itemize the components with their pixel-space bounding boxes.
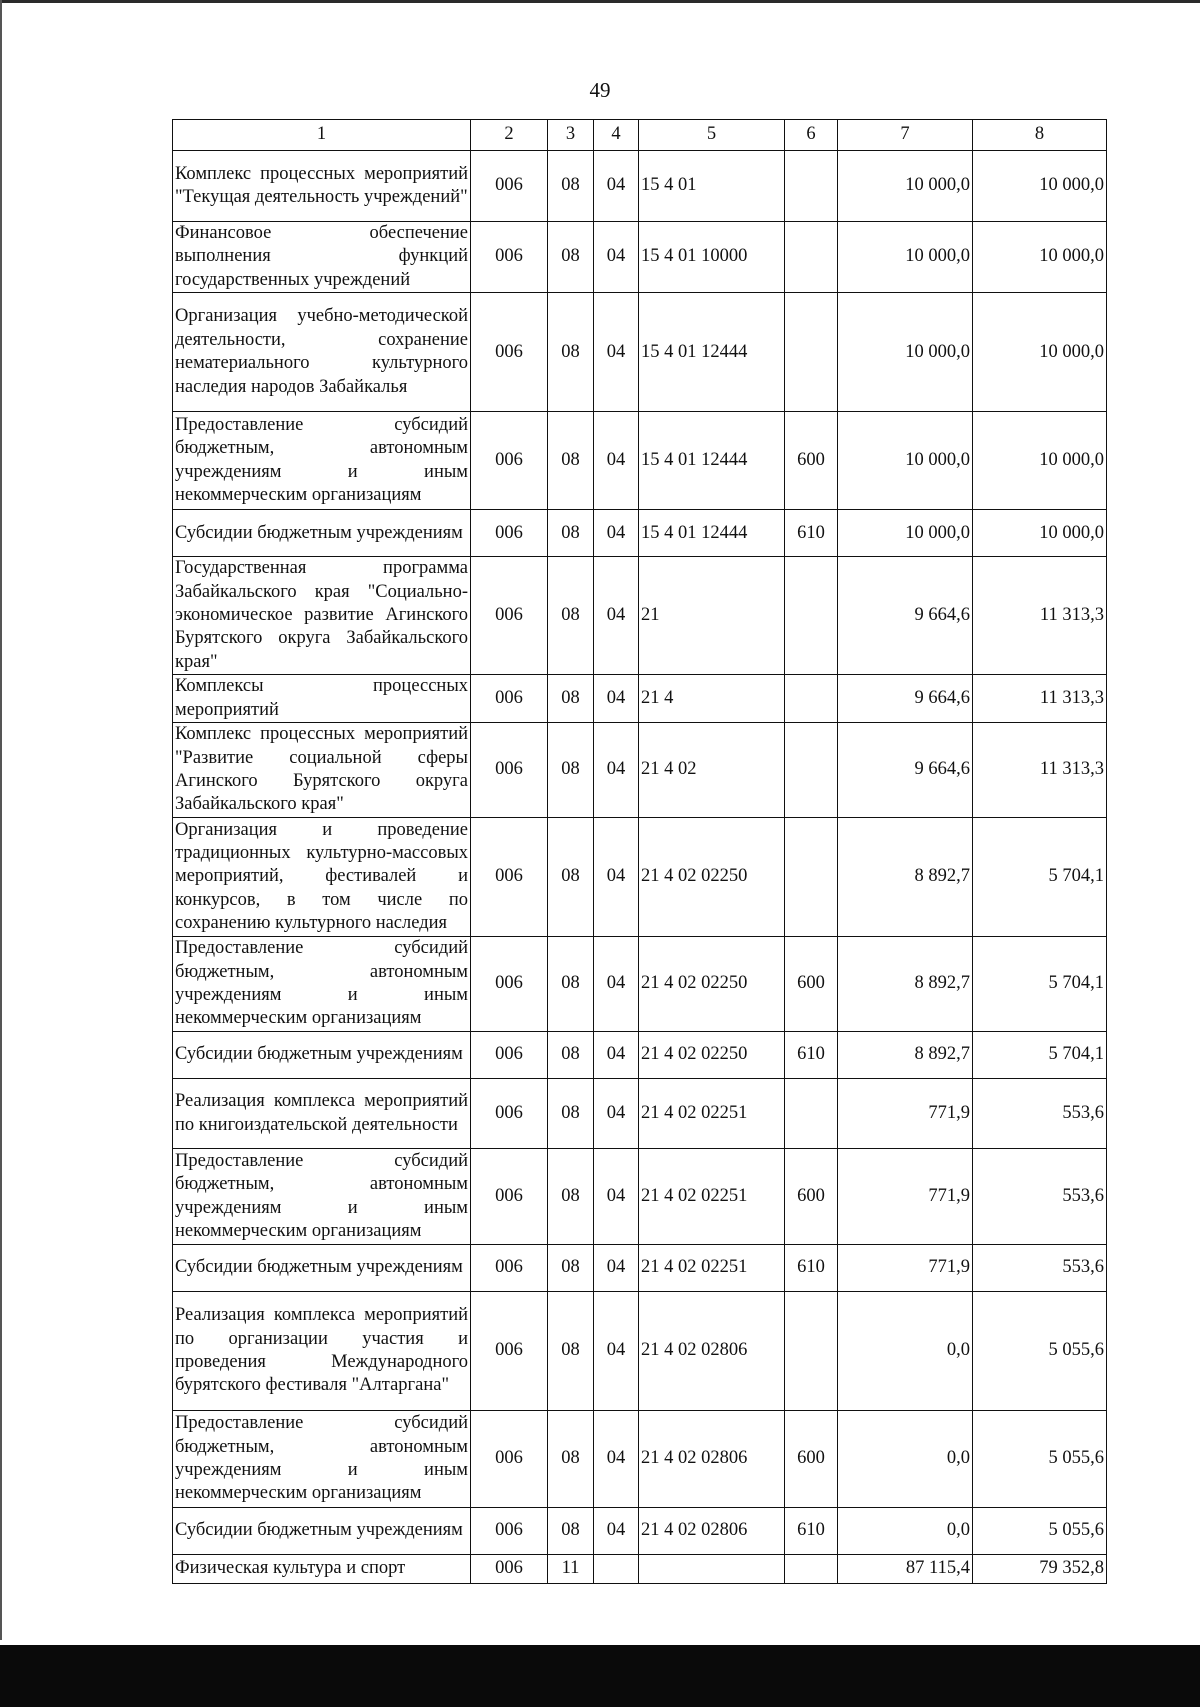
row-name: Государственная программа Забайкальского края "Социально-экономическое развитие Агинского Бурятского округа Забайкальского края" [173, 557, 471, 675]
target-code: 21 4 02 02806 [639, 1411, 785, 1508]
section-code: 08 [548, 675, 594, 723]
expense-type-code [785, 1555, 838, 1584]
expense-type-code [785, 675, 838, 723]
row-name: Комплексы процессных мероприятий [173, 675, 471, 723]
row-name: Реализация комплекса мероприятий по книгоиздательской деятельности [173, 1079, 471, 1149]
section-code: 08 [548, 1149, 594, 1245]
column-header: 1 [173, 120, 471, 151]
scan-edge-left [0, 0, 2, 1640]
target-code: 21 4 02 02250 [639, 1032, 785, 1079]
section-code: 08 [548, 818, 594, 937]
subsection-code: 04 [594, 510, 639, 557]
amount-col8: 553,6 [973, 1149, 1107, 1245]
ministry-code: 006 [471, 1292, 548, 1411]
section-code: 08 [548, 723, 594, 818]
amount-col7: 9 664,6 [838, 675, 973, 723]
target-code: 15 4 01 12444 [639, 412, 785, 510]
target-code [639, 1555, 785, 1584]
amount-col7: 771,9 [838, 1149, 973, 1245]
row-name: Финансовое обеспечение выполнения функций государственных учреждений [173, 222, 471, 293]
subsection-code: 04 [594, 1292, 639, 1411]
row-name: Субсидии бюджетным учреждениям [173, 1508, 471, 1555]
table-row [173, 723, 1107, 818]
expense-type-code [785, 723, 838, 818]
table-row [173, 1245, 1107, 1292]
section-code: 08 [548, 151, 594, 222]
column-header: 2 [471, 120, 548, 151]
target-code: 15 4 01 12444 [639, 293, 785, 412]
amount-col8: 11 313,3 [973, 557, 1107, 675]
target-code: 15 4 01 [639, 151, 785, 222]
column-header: 5 [639, 120, 785, 151]
ministry-code: 006 [471, 510, 548, 557]
expense-type-code [785, 818, 838, 937]
ministry-code: 006 [471, 675, 548, 723]
column-header: 7 [838, 120, 973, 151]
amount-col7: 0,0 [838, 1411, 973, 1508]
ministry-code: 006 [471, 1555, 548, 1584]
column-header: 4 [594, 120, 639, 151]
expense-type-code: 600 [785, 1149, 838, 1245]
column-header: 3 [548, 120, 594, 151]
subsection-code: 04 [594, 1508, 639, 1555]
ministry-code: 006 [471, 222, 548, 293]
scan-bottom-bar [0, 1645, 1200, 1707]
subsection-code: 04 [594, 1245, 639, 1292]
amount-col8: 5 704,1 [973, 1032, 1107, 1079]
column-header: 6 [785, 120, 838, 151]
amount-col8: 79 352,8 [973, 1555, 1107, 1584]
ministry-code: 006 [471, 723, 548, 818]
target-code: 21 4 02 02250 [639, 937, 785, 1032]
amount-col8: 10 000,0 [973, 293, 1107, 412]
ministry-code: 006 [471, 818, 548, 937]
expense-type-code: 600 [785, 1411, 838, 1508]
target-code: 21 4 02 [639, 723, 785, 818]
subsection-code: 04 [594, 937, 639, 1032]
section-code: 08 [548, 1032, 594, 1079]
section-code: 08 [548, 293, 594, 412]
section-code: 08 [548, 1292, 594, 1411]
subsection-code: 04 [594, 412, 639, 510]
row-name: Предоставление субсидий бюджетным, автономным учреждениям и иным некоммерческим организациям [173, 1149, 471, 1245]
row-name: Реализация комплекса мероприятий по организации участия и проведения Международного бурятского фестиваля "Алтаргана" [173, 1292, 471, 1411]
amount-col8: 5 055,6 [973, 1292, 1107, 1411]
column-header: 8 [973, 120, 1107, 151]
row-name: Комплекс процессных мероприятий "Развитие социальной сферы Агинского Бурятского округа Забайкальского края" [173, 723, 471, 818]
row-name: Физическая культура и спорт [173, 1555, 471, 1584]
table-row [173, 151, 1107, 222]
amount-col8: 5 055,6 [973, 1411, 1107, 1508]
amount-col7: 10 000,0 [838, 151, 973, 222]
target-code: 21 [639, 557, 785, 675]
page-number: 49 [589, 78, 611, 102]
subsection-code: 04 [594, 151, 639, 222]
table-row [173, 1292, 1107, 1411]
amount-col8: 5 704,1 [973, 818, 1107, 937]
subsection-code: 04 [594, 675, 639, 723]
ministry-code: 006 [471, 1079, 548, 1149]
target-code: 21 4 02 02806 [639, 1508, 785, 1555]
expense-type-code [785, 1292, 838, 1411]
section-code: 08 [548, 510, 594, 557]
table-row [173, 557, 1107, 675]
row-name: Субсидии бюджетным учреждениям [173, 1245, 471, 1292]
target-code: 21 4 02 02251 [639, 1149, 785, 1245]
expense-type-code [785, 222, 838, 293]
target-code: 15 4 01 12444 [639, 510, 785, 557]
amount-col7: 10 000,0 [838, 222, 973, 293]
target-code: 21 4 02 02250 [639, 818, 785, 937]
amount-col8: 10 000,0 [973, 510, 1107, 557]
subsection-code [594, 1555, 639, 1584]
ministry-code: 006 [471, 557, 548, 675]
table-row [173, 510, 1107, 557]
subsection-code: 04 [594, 1032, 639, 1079]
row-name: Комплекс процессных мероприятий "Текущая деятельность учреждений" [173, 151, 471, 222]
row-name: Субсидии бюджетным учреждениям [173, 1032, 471, 1079]
subsection-code: 04 [594, 723, 639, 818]
ministry-code: 006 [471, 151, 548, 222]
column-number-row [173, 120, 1107, 151]
ministry-code: 006 [471, 412, 548, 510]
row-name: Организация учебно-методической деятельности, сохранение нематериального культурного наследия народов Забайкалья [173, 293, 471, 412]
section-code: 08 [548, 412, 594, 510]
section-code: 08 [548, 222, 594, 293]
table-row [173, 675, 1107, 723]
subsection-code: 04 [594, 1079, 639, 1149]
target-code: 21 4 [639, 675, 785, 723]
table-row [173, 222, 1107, 293]
amount-col8: 553,6 [973, 1079, 1107, 1149]
subsection-code: 04 [594, 1411, 639, 1508]
amount-col8: 553,6 [973, 1245, 1107, 1292]
row-name: Предоставление субсидий бюджетным, автономным учреждениям и иным некоммерческим организациям [173, 937, 471, 1032]
table-row [173, 1149, 1107, 1245]
amount-col7: 0,0 [838, 1292, 973, 1411]
row-name: Субсидии бюджетным учреждениям [173, 510, 471, 557]
amount-col8: 10 000,0 [973, 222, 1107, 293]
ministry-code: 006 [471, 1245, 548, 1292]
table-row [173, 293, 1107, 412]
target-code: 15 4 01 10000 [639, 222, 785, 293]
amount-col7: 771,9 [838, 1245, 973, 1292]
table-row [173, 1079, 1107, 1149]
target-code: 21 4 02 02806 [639, 1292, 785, 1411]
subsection-code: 04 [594, 557, 639, 675]
amount-col7: 0,0 [838, 1508, 973, 1555]
amount-col8: 5 704,1 [973, 937, 1107, 1032]
table-body [173, 151, 1107, 1584]
row-name: Организация и проведение традиционных культурно-массовых мероприятий, фестивалей и конкурсов, в том числе по сохранению культурного наследия [173, 818, 471, 937]
amount-col8: 10 000,0 [973, 412, 1107, 510]
amount-col8: 11 313,3 [973, 675, 1107, 723]
target-code: 21 4 02 02251 [639, 1079, 785, 1149]
amount-col7: 771,9 [838, 1079, 973, 1149]
amount-col7: 8 892,7 [838, 937, 973, 1032]
amount-col7: 8 892,7 [838, 818, 973, 937]
budget-table [172, 119, 1107, 1584]
section-code: 08 [548, 1411, 594, 1508]
table-row [173, 412, 1107, 510]
expense-type-code: 610 [785, 1032, 838, 1079]
expense-type-code [785, 557, 838, 675]
table-row [173, 1508, 1107, 1555]
expense-type-code [785, 151, 838, 222]
expense-type-code [785, 1079, 838, 1149]
expense-type-code [785, 293, 838, 412]
expense-type-code: 610 [785, 510, 838, 557]
section-code: 08 [548, 557, 594, 675]
amount-col7: 87 115,4 [838, 1555, 973, 1584]
section-code: 08 [548, 1508, 594, 1555]
amount-col7: 8 892,7 [838, 1032, 973, 1079]
section-code: 08 [548, 937, 594, 1032]
section-code: 08 [548, 1079, 594, 1149]
expense-type-code: 610 [785, 1245, 838, 1292]
ministry-code: 006 [471, 1032, 548, 1079]
amount-col7: 10 000,0 [838, 412, 973, 510]
subsection-code: 04 [594, 818, 639, 937]
table-row [173, 1555, 1107, 1584]
ministry-code: 006 [471, 1508, 548, 1555]
amount-col7: 10 000,0 [838, 293, 973, 412]
table-row [173, 937, 1107, 1032]
table-row [173, 1032, 1107, 1079]
ministry-code: 006 [471, 1149, 548, 1245]
subsection-code: 04 [594, 222, 639, 293]
subsection-code: 04 [594, 1149, 639, 1245]
target-code: 21 4 02 02251 [639, 1245, 785, 1292]
subsection-code: 04 [594, 293, 639, 412]
amount-col8: 11 313,3 [973, 723, 1107, 818]
ministry-code: 006 [471, 937, 548, 1032]
scan-edge-top [0, 0, 1200, 3]
amount-col7: 9 664,6 [838, 723, 973, 818]
row-name: Предоставление субсидий бюджетным, автономным учреждениям и иным некоммерческим организациям [173, 1411, 471, 1508]
amount-col8: 5 055,6 [973, 1508, 1107, 1555]
row-name: Предоставление субсидий бюджетным, автономным учреждениям и иным некоммерческим организациям [173, 412, 471, 510]
amount-col8: 10 000,0 [973, 151, 1107, 222]
expense-type-code: 600 [785, 412, 838, 510]
amount-col7: 9 664,6 [838, 557, 973, 675]
amount-col7: 10 000,0 [838, 510, 973, 557]
expense-type-code: 600 [785, 937, 838, 1032]
expense-type-code: 610 [785, 1508, 838, 1555]
table-row [173, 1411, 1107, 1508]
ministry-code: 006 [471, 293, 548, 412]
section-code: 08 [548, 1245, 594, 1292]
section-code: 11 [548, 1555, 594, 1584]
ministry-code: 006 [471, 1411, 548, 1508]
table-row [173, 818, 1107, 937]
